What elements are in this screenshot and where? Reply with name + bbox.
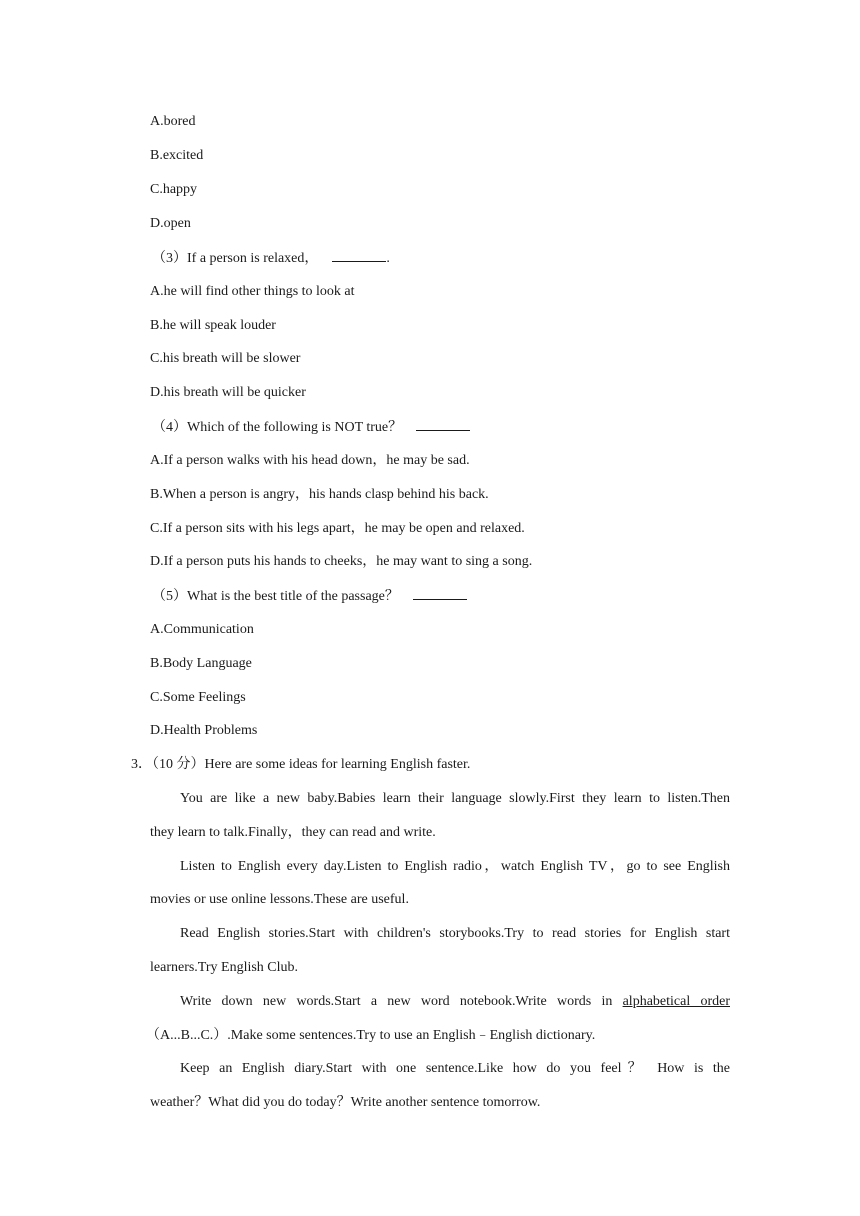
section-3-heading: 3．（10 分）Here are some ideas for learning English faster.	[131, 757, 471, 772]
option-a: A.bored	[150, 114, 196, 129]
paragraph-text: Write down new words.Start a new word notebook.Write words in	[180, 994, 613, 1009]
paragraph-line: Read English stories.Start with children's storybooks.Try to read stories for English start	[180, 926, 730, 941]
question-3-prompt: （3）If a person is relaxed，	[152, 251, 319, 266]
answer-blank	[413, 587, 467, 600]
paragraph-line: You are like a new baby.Babies learn their language slowly.First they learn to listen.Then	[180, 791, 730, 806]
option-b: B.he will speak louder	[150, 318, 276, 333]
option-a: A.Communication	[150, 622, 254, 637]
option-d: D.open	[150, 216, 191, 231]
option-b: B.When a person is angry，his hands clasp behind his back.	[150, 487, 489, 502]
option-c: C.If a person sits with his legs apart，he may be open and relaxed.	[150, 521, 525, 536]
option-d: D.his breath will be quicker	[150, 385, 306, 400]
paragraph-line	[180, 993, 730, 1011]
paragraph-line: weather？What did you do today？Write another sentence tomorrow.	[150, 1095, 541, 1110]
paragraph-line: Keep an English diary.Start with one sentence.Like how do you feel？ How is the	[180, 1061, 730, 1076]
option-c: C.his breath will be slower	[150, 351, 301, 366]
option-b: B.Body Language	[150, 656, 252, 671]
underlined-term: alphabetical order	[622, 994, 730, 1009]
paragraph-line: they learn to talk.Finally，they can read and write.	[150, 825, 436, 840]
question-3	[152, 249, 390, 268]
paragraph-line: movies or use online lessons.These are useful.	[150, 892, 409, 907]
paragraph-line: Listen to English every day.Listen to English radio，watch English TV，go to see English	[180, 859, 730, 874]
question-3-tail: .	[386, 251, 390, 266]
question-5	[152, 587, 467, 606]
question-4	[152, 418, 470, 437]
option-a: A.If a person walks with his head down，he may be sad.	[150, 453, 470, 468]
option-b: B.excited	[150, 148, 204, 163]
option-a: A.he will find other things to look at	[150, 284, 355, 299]
question-4-prompt: （4）Which of the following is NOT true？	[152, 420, 403, 435]
paragraph-line: （A...B...C.）.Make some sentences.Try to use an English﹣English dictionary.	[146, 1028, 596, 1043]
option-d: D.Health Problems	[150, 723, 258, 738]
answer-blank	[332, 249, 386, 262]
option-c: C.happy	[150, 182, 198, 197]
question-5-prompt: （5）What is the best title of the passage？	[152, 589, 399, 604]
paragraph-line: learners.Try English Club.	[150, 960, 299, 975]
option-d: D.If a person puts his hands to cheeks，he may want to sing a song.	[150, 554, 533, 569]
option-c: C.Some Feelings	[150, 690, 246, 705]
answer-blank	[416, 418, 470, 431]
